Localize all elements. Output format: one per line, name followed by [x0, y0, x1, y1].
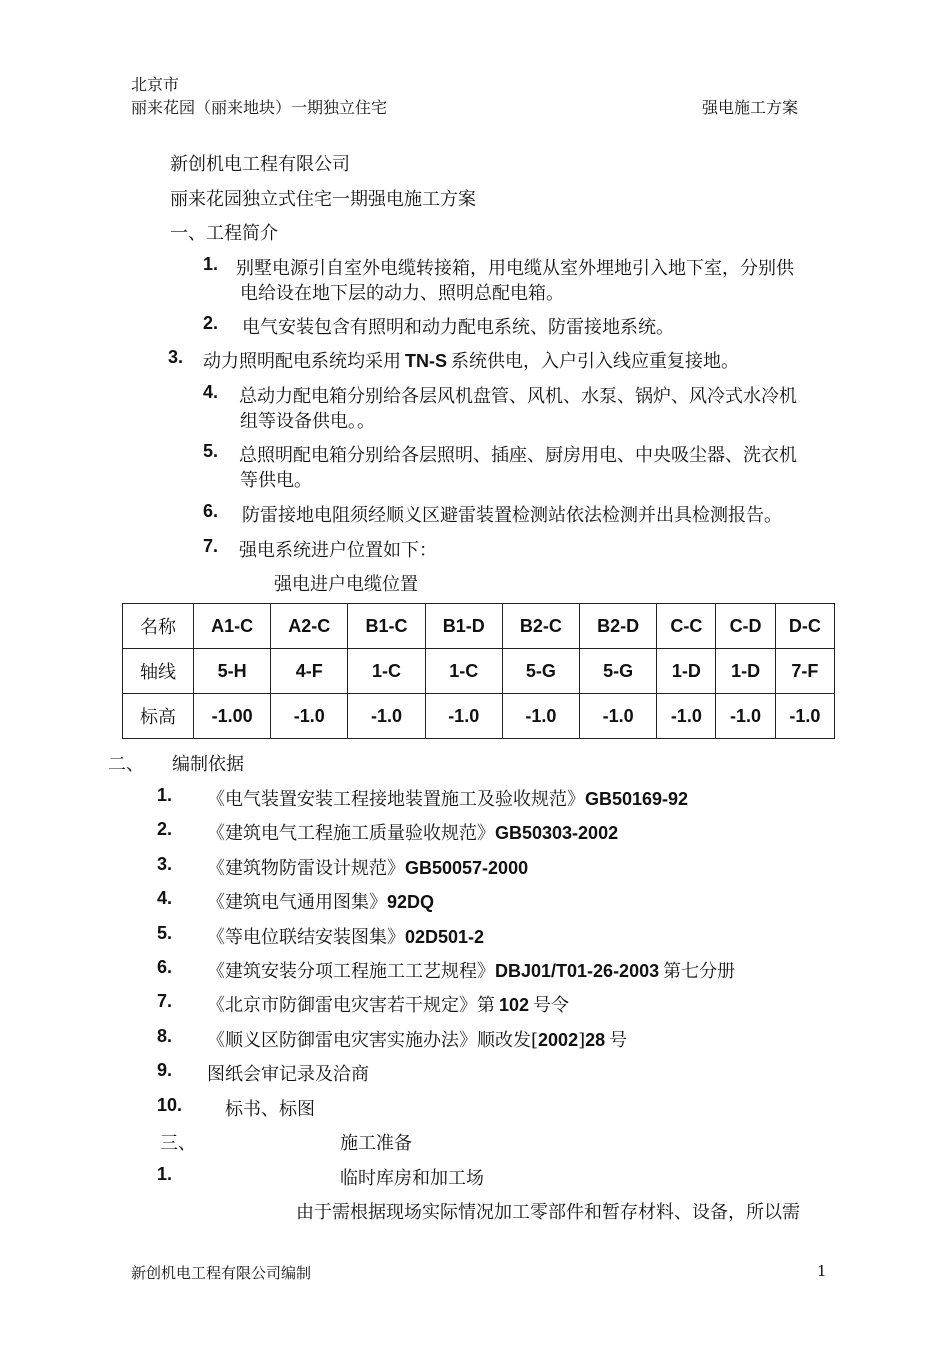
list-item: 2. — [157, 819, 173, 839]
list-item: 5. — [203, 441, 219, 461]
list-item: 8. — [157, 1026, 173, 1046]
list-item: 7. — [203, 536, 219, 556]
table-cell: A1-C — [194, 604, 271, 649]
list-item: 6. — [157, 957, 173, 977]
table-row — [123, 694, 835, 739]
list-item-text: 《电气装置安装工程接地装置施工及验收规范》GB50169-92 — [207, 789, 689, 810]
list-item: 3. — [168, 347, 184, 367]
table-cell: B2-C — [502, 604, 579, 649]
list-item: 3. — [157, 854, 173, 874]
list-item-text: 《建筑电气工程施工质量验收规范》GB50303-2002 — [207, 823, 619, 844]
section3-num: 三、 — [160, 1133, 196, 1154]
list-item-text: 《建筑物防雷设计规范》GB50057-2000 — [207, 858, 529, 879]
header-doc-type: 强电施工方案 — [702, 98, 799, 117]
list-item: 2. — [203, 313, 219, 333]
table-cell: -1.0 — [271, 694, 348, 739]
table-cell: 1-D — [657, 649, 716, 694]
row-header: 名称 — [123, 604, 194, 649]
list-item-text: 防雷接地电阻须经顺义区避雷装置检测站依法检测并出具检测报告。 — [242, 505, 782, 526]
list-item-text-cont: 等供电。 — [240, 470, 312, 491]
list-item-text: 《建筑电气通用图集》92DQ — [207, 892, 435, 913]
list-item-text: 总动力配电箱分别给各层风机盘管、风机、水泵、锅炉、风冷式水冷机 — [239, 386, 797, 407]
table-cell: B2-D — [580, 604, 657, 649]
table-cell: 1-C — [425, 649, 502, 694]
list-item-text: 《建筑安装分项工程施工工艺规程》DBJ01/T01-26-2003 第七分册 — [207, 961, 736, 982]
list-item-text-cont: 电给设在地下层的动力、照明总配电箱。 — [240, 283, 564, 304]
table-cell: A2-C — [271, 604, 348, 649]
table-cell: B1-D — [425, 604, 502, 649]
list-item-text: 标书、标图 — [225, 1099, 315, 1120]
list-item: 9. — [157, 1060, 173, 1080]
table-cell: -1.0 — [716, 694, 775, 739]
table-cell: -1.00 — [194, 694, 271, 739]
table-cell: 5-G — [502, 649, 579, 694]
section2-title: 编制依据 — [172, 754, 244, 775]
footer-company: 新创机电工程有限公司编制 — [131, 1264, 312, 1282]
table-cell: -1.0 — [580, 694, 657, 739]
table-cell: -1.0 — [348, 694, 425, 739]
table-cell: B1-C — [348, 604, 425, 649]
table-cell: 5-H — [194, 649, 271, 694]
list-item-text: 强电系统进户位置如下： — [239, 540, 437, 561]
section3-title: 施工准备 — [340, 1133, 412, 1154]
table-cell: -1.0 — [425, 694, 502, 739]
table-cell: C-D — [716, 604, 775, 649]
section2-num: 二、 — [108, 754, 144, 775]
list-item-text: 动力照明配电系统均采用 TN-S 系统供电，入户引入线应重复接地。 — [203, 351, 739, 372]
list-item-text: 《顺义区防御雷电灾害实施办法》顺改发[2002]28 号 — [207, 1030, 628, 1051]
list-item-text: 别墅电源引自室外电缆转接箱，用电缆从室外埋地引入地下室，分别供 — [236, 258, 794, 279]
section1-title: 一、工程简介 — [170, 223, 278, 244]
list-item-text: 总照明配电箱分别给各层照明、插座、厨房用电、中央吸尘器、洗衣机 — [239, 445, 797, 466]
row-header: 标高 — [123, 694, 194, 739]
section3-sub-num: 1. — [157, 1164, 173, 1184]
table-cell: D-C — [775, 604, 834, 649]
list-item: 6. — [203, 501, 219, 521]
table-cell: -1.0 — [775, 694, 834, 739]
table-cell: C-C — [657, 604, 716, 649]
table-row — [123, 604, 835, 649]
list-item-text: 《等电位联结安装图集》02D501-2 — [207, 927, 485, 948]
section3-sub-title: 临时库房和加工场 — [340, 1168, 484, 1189]
list-item-text: 《北京市防御雷电灾害若干规定》第 102 号令 — [207, 995, 570, 1016]
table-row — [123, 649, 835, 694]
section3-paragraph: 由于需根据现场实际情况加工零部件和暂存材料、设备，所以需 — [296, 1202, 800, 1223]
list-item: 1. — [203, 254, 219, 274]
list-item: 7. — [157, 991, 173, 1011]
table-cell: 7-F — [775, 649, 834, 694]
list-item: 5. — [157, 923, 173, 943]
table-cell: 1-C — [348, 649, 425, 694]
table-cell: 4-F — [271, 649, 348, 694]
page-number: 1 — [817, 1262, 827, 1280]
company-name: 新创机电工程有限公司 — [170, 154, 350, 175]
list-item: 4. — [157, 888, 173, 908]
header-city: 北京市 — [131, 75, 180, 94]
table-cell: 1-D — [716, 649, 775, 694]
table-cell: 5-G — [580, 649, 657, 694]
table-cell: -1.0 — [657, 694, 716, 739]
cable-position-table — [122, 603, 835, 739]
table-cell: -1.0 — [502, 694, 579, 739]
list-item: 1. — [157, 785, 173, 805]
list-item-text-cont: 组等设备供电。。 — [240, 411, 375, 432]
list-item: 4. — [203, 382, 219, 402]
list-item-text: 图纸会审记录及洽商 — [207, 1064, 369, 1085]
doc-title: 丽来花园独立式住宅一期强电施工方案 — [170, 189, 476, 210]
list-item: 10. — [157, 1095, 183, 1115]
table-caption: 强电进户电缆位置 — [274, 574, 418, 595]
header-project: 丽来花园（丽来地块）一期独立住宅 — [131, 98, 388, 117]
list-item-text: 电气安装包含有照明和动力配电系统、防雷接地系统。 — [242, 317, 674, 338]
row-header: 轴线 — [123, 649, 194, 694]
